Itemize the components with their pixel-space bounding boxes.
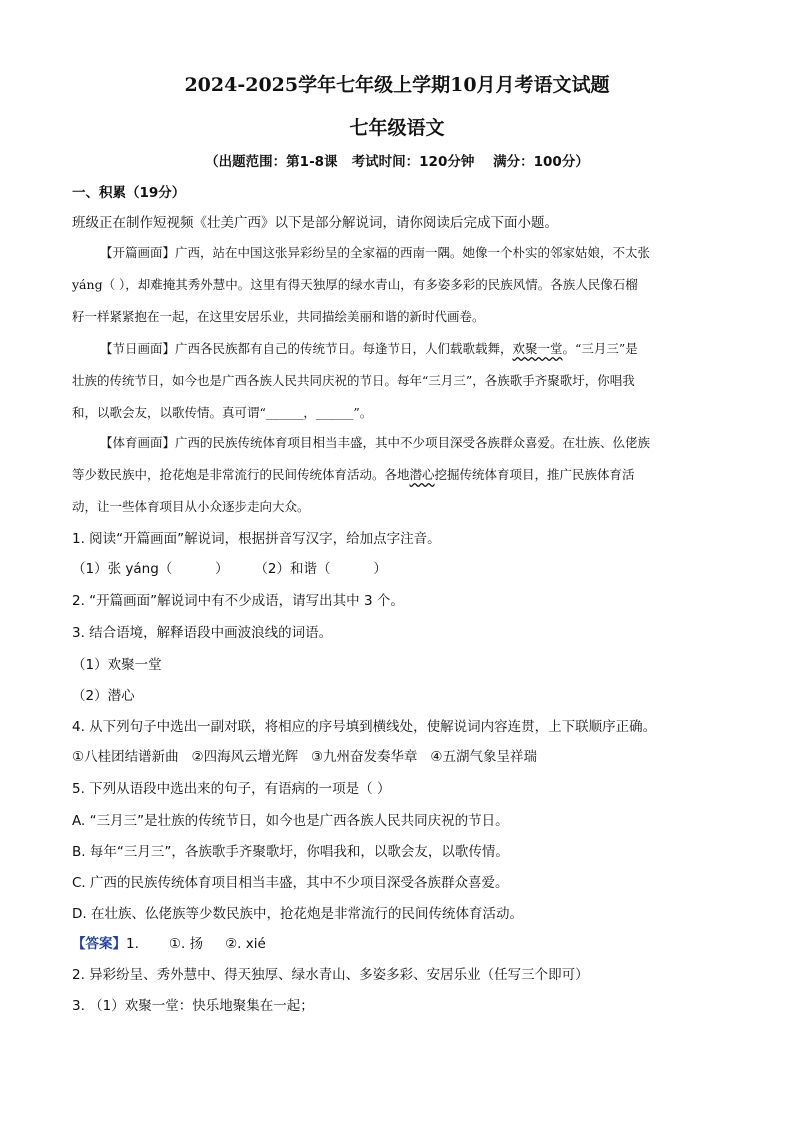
answer-line: 2. 异彩纷呈、秀外慧中、得天独厚、绿水青山、多姿多彩、安居乐业（任写三个即可）	[72, 967, 589, 983]
answer-part: ②. xié	[225, 936, 266, 952]
passage-text: 【节日画面】广西各民族都有自己的传统节日。每逢节日，人们载歌载舞，	[100, 341, 513, 356]
question-1-sub: （1）张 yáng（ ） （2）和谐（ ）	[72, 561, 387, 577]
passage-text: 等少数民族中，抢花炮是非常流行的民间传统体育活动。各地	[72, 467, 410, 482]
section-heading: 一、积累（19分）	[72, 185, 186, 201]
page-title: 2024-2025学年七年级上学期10月月考语文试题	[184, 74, 610, 96]
answer-number: 1.	[126, 936, 139, 952]
exam-meta: （出题范围：第1-8课 考试时间：120分钟 满分：100分）	[205, 154, 589, 170]
question-2: 2. “开篇画面”解说词中有不少成语，请写出其中 3 个。	[72, 593, 404, 609]
answer-line: 3. （1）欢聚一堂：快乐地聚集在一起；	[72, 998, 314, 1014]
question-4: 4. 从下列句子中选出一副对联，将相应的序号填到横线处，使解说词内容连贯，上下联顺序正确。	[72, 719, 657, 735]
question-5-option: D. 在壮族、仫佬族等少数民族中，抢花炮是非常流行的民间传统体育活动。	[72, 906, 523, 922]
passage-line: 动，让一些体育项目从小众逐步走向大众。	[72, 499, 310, 514]
passage-line: yáng（ ），却难掩其秀外慧中。这里有得天独厚的绿水青山，有多姿多彩的民族风情。各族人民像石榴	[72, 277, 638, 292]
passage-line	[100, 340, 638, 358]
passage-line: 籽一样紧紧抱在一起，在这里安居乐业，共同描绘美丽和谐的新时代画卷。	[72, 309, 485, 324]
wavy-term-huanju: 欢聚一堂	[512, 341, 563, 356]
page-subtitle: 七年级语文	[349, 117, 445, 139]
question-5: 5. 下列从语段中选出来的句子，有语病的一项是（ ）	[72, 781, 391, 797]
passage-line: 【体育画面】广西的民族传统体育项目相当丰盛，其中不少项目深受各族群众喜爱。在壮族、仫佬族	[100, 435, 651, 450]
answer-part: ①. 扬	[168, 936, 204, 952]
answer-line	[72, 935, 266, 953]
question-3-item: （1）欢聚一堂	[72, 657, 162, 673]
passage-line	[72, 466, 635, 484]
passage-line: 壮族的传统节日，如今也是广西各族人民共同庆祝的节日。每年“三月三”，各族歌手齐聚歌圩，你唱我	[72, 373, 635, 388]
question-1: 1. 阅读“开篇画面”解说词，根据拼音写汉字，给加点字注音。	[72, 531, 441, 547]
passage-text: 挖掘传统体育项目，推广民族体育活	[434, 467, 635, 482]
passage-line: 【开篇画面】广西，站在中国这张异彩纷呈的全家福的西南一隅。她像一个朴实的邻家姑娘，不太张	[100, 245, 651, 260]
question-5-option: B. 每年“三月三”，各族歌手齐聚歌圩，你唱我和，以歌会友，以歌传情。	[72, 844, 509, 860]
answer-label: 【答案】	[72, 936, 126, 952]
question-3: 3. 结合语境，解释语段中画波浪线的词语。	[72, 625, 333, 641]
section-intro: 班级正在制作短视频《壮美广西》以下是部分解说词，请你阅读后完成下面小题。	[72, 215, 558, 231]
wavy-term-qianxin: 潜心	[409, 467, 435, 482]
question-5-option: A. “三月三”是壮族的传统节日，如今也是广西各族人民共同庆祝的节日。	[72, 813, 509, 829]
question-3-item: （2）潜心	[72, 688, 135, 704]
question-4-options: ①八桂团结谱新曲 ②四海风云增光辉 ③九州奋发奏华章 ④五湖气象呈祥瑞	[72, 749, 538, 765]
passage-text: 。“三月三”是	[562, 341, 638, 356]
question-5-option: C. 广西的民族传统体育项目相当丰盛，其中不少项目深受各族群众喜爱。	[72, 875, 509, 891]
passage-line: 和，以歌会友，以歌传情。真可谓“______，______”。	[72, 405, 373, 420]
